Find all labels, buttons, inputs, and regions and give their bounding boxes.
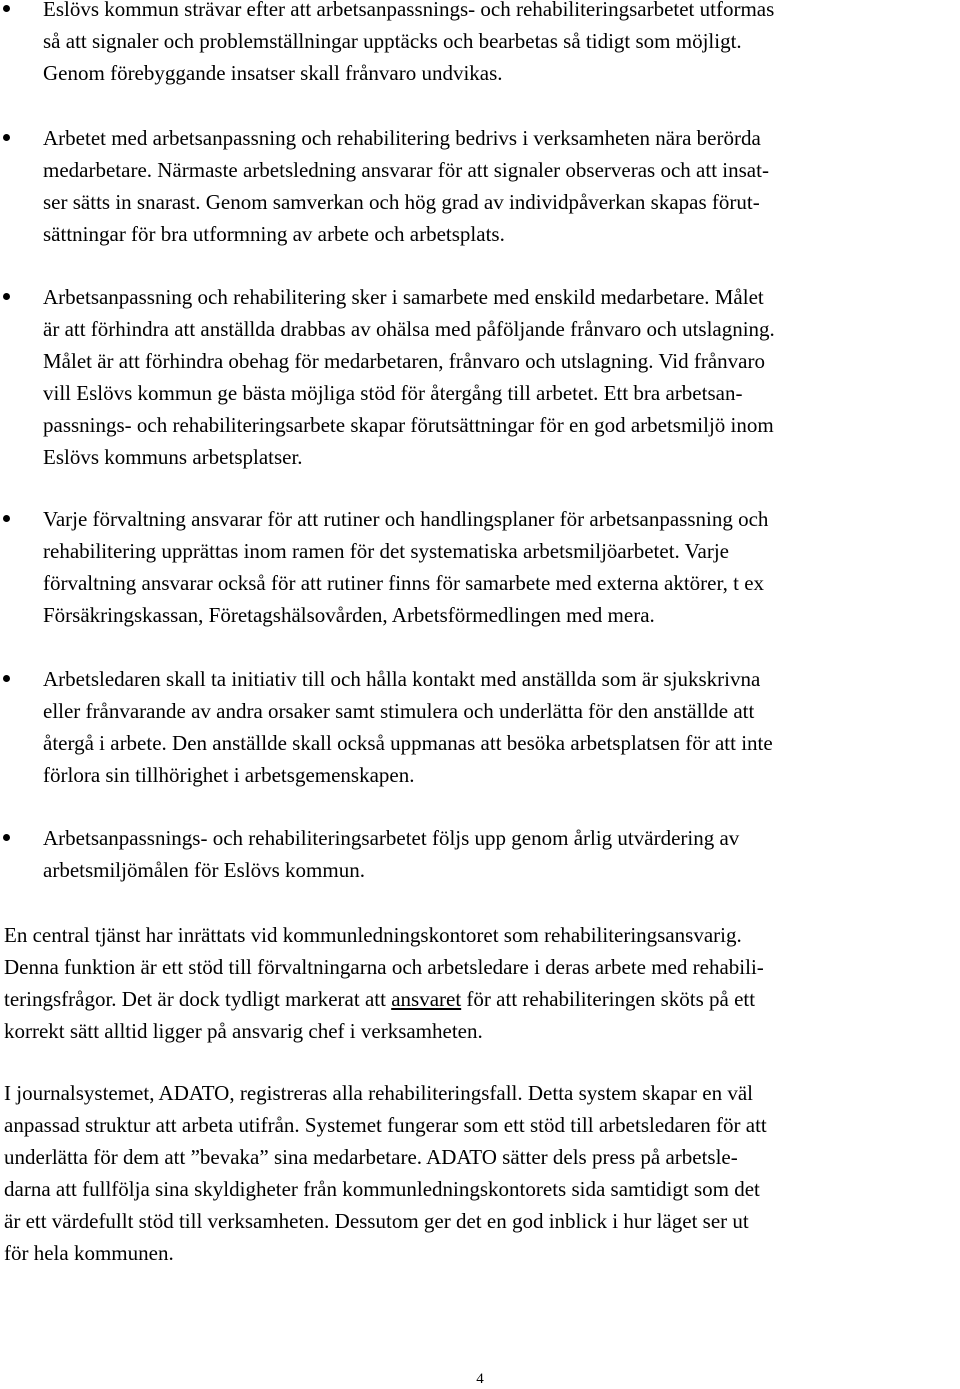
- bullet-icon: [3, 293, 10, 300]
- text-line: passnings- och rehabiliteringsarbete skapar förutsättningar för en god arbetsmiljö inom: [43, 413, 774, 437]
- text-line: är ett värdefullt stöd till verksamheten. Dessutom ger det en god inblick i hur läget ser ut: [4, 1209, 749, 1233]
- text-line: I journalsystemet, ADATO, registreras alla rehabiliteringsfall. Detta system skapar en väl: [4, 1081, 753, 1105]
- text-line: arbetsmiljömålen för Eslövs kommun.: [43, 858, 365, 882]
- text-line: darna att fullfölja sina skyldigheter från kommunledningskontorets sida samtidigt som det: [4, 1177, 760, 1201]
- text-line: för hela kommunen.: [4, 1241, 174, 1265]
- text-line: anpassad struktur att arbeta utifrån. Systemet fungerar som ett stöd till arbetsledaren för att: [4, 1113, 767, 1137]
- bullet-icon: [3, 515, 10, 522]
- text-span: för att rehabiliteringen sköts på ett: [461, 987, 756, 1011]
- text-line: återgå i arbete. Den anställde skall också uppmanas att besöka arbetsplatsen för att inte: [43, 731, 773, 755]
- text-line: korrekt sätt alltid ligger på ansvarig chef i verksamheten.: [4, 1019, 483, 1043]
- text-line: ser sätts in snarast. Genom samverkan och hög grad av individpåverkan skapas förut-: [43, 190, 760, 214]
- text-line: Varje förvaltning ansvarar för att rutiner och handlingsplaner för arbetsanpassning och: [43, 507, 769, 531]
- text-line: Arbetsanpassnings- och rehabiliteringsarbetet följs upp genom årlig utvärdering av: [43, 826, 740, 850]
- text-line: Denna funktion är ett stöd till förvaltningarna och arbetsledare i deras arbete med rehabili-: [4, 955, 764, 979]
- page-number: 4: [476, 1371, 484, 1387]
- text-line: En central tjänst har inrättats vid kommunledningskontoret som rehabiliteringsansvarig.: [4, 923, 742, 947]
- text-line: så att signaler och problemställningar upptäcks och bearbetas så tidigt som möjligt.: [43, 29, 742, 53]
- text-line: förlora sin tillhörighet i arbetsgemenskapen.: [43, 763, 415, 787]
- underlined-word: ansvaret: [391, 987, 462, 1011]
- text-line: Målet är att förhindra obehag för medarbetaren, frånvaro och utslagning. Vid frånvaro: [43, 349, 765, 373]
- text-line: rehabilitering upprättas inom ramen för det systematiska arbetsmiljöarbetet. Varje: [43, 539, 729, 563]
- bullet-icon: [3, 834, 10, 841]
- text-line: Eslövs kommuns arbetsplatser.: [43, 445, 303, 469]
- text-line: underlätta för dem att ”bevaka” sina medarbetare. ADATO sätter dels press på arbetsle-: [4, 1145, 738, 1169]
- bullet-icon: [3, 675, 10, 682]
- text-line: vill Eslövs kommun ge bästa möjliga stöd för återgång till arbetet. Ett bra arbetsan-: [43, 381, 743, 405]
- text-line: Genom förebyggande insatser skall frånvaro undvikas.: [43, 61, 503, 85]
- text-line: Arbetsledaren skall ta initiativ till och hålla kontakt med anställda som är sjukskrivna: [43, 667, 761, 691]
- text-line: [4, 983, 755, 1015]
- text-line: förvaltning ansvarar också för att rutiner finns för samarbete med externa aktörer, t ex: [43, 571, 765, 595]
- text-span: teringsfrågor. Det är dock tydligt markerat att: [4, 987, 392, 1011]
- text-line: Försäkringskassan, Företagshälsovården, Arbetsförmedlingen med mera.: [43, 603, 655, 627]
- text-line: Eslövs kommun strävar efter att arbetsanpassnings- och rehabiliteringsarbetet utformas: [43, 0, 775, 21]
- text-line: Arbetet med arbetsanpassning och rehabilitering bedrivs i verksamheten nära berörda: [43, 126, 761, 150]
- bullet-icon: [3, 5, 10, 12]
- text-line: är att förhindra att anställda drabbas av ohälsa med påföljande frånvaro och utslagning.: [43, 317, 775, 341]
- text-line: eller frånvarande av andra orsaker samt stimulera och underlätta för den anställde att: [43, 699, 755, 723]
- text-line: sättningar för bra utformning av arbete och arbetsplats.: [43, 222, 505, 246]
- bullet-icon: [3, 134, 10, 141]
- text-line: medarbetare. Närmaste arbetsledning ansvarar för att signaler observeras och att insat-: [43, 158, 769, 182]
- text-line: Arbetsanpassning och rehabilitering sker i samarbete med enskild medarbetare. Målet: [43, 285, 764, 309]
